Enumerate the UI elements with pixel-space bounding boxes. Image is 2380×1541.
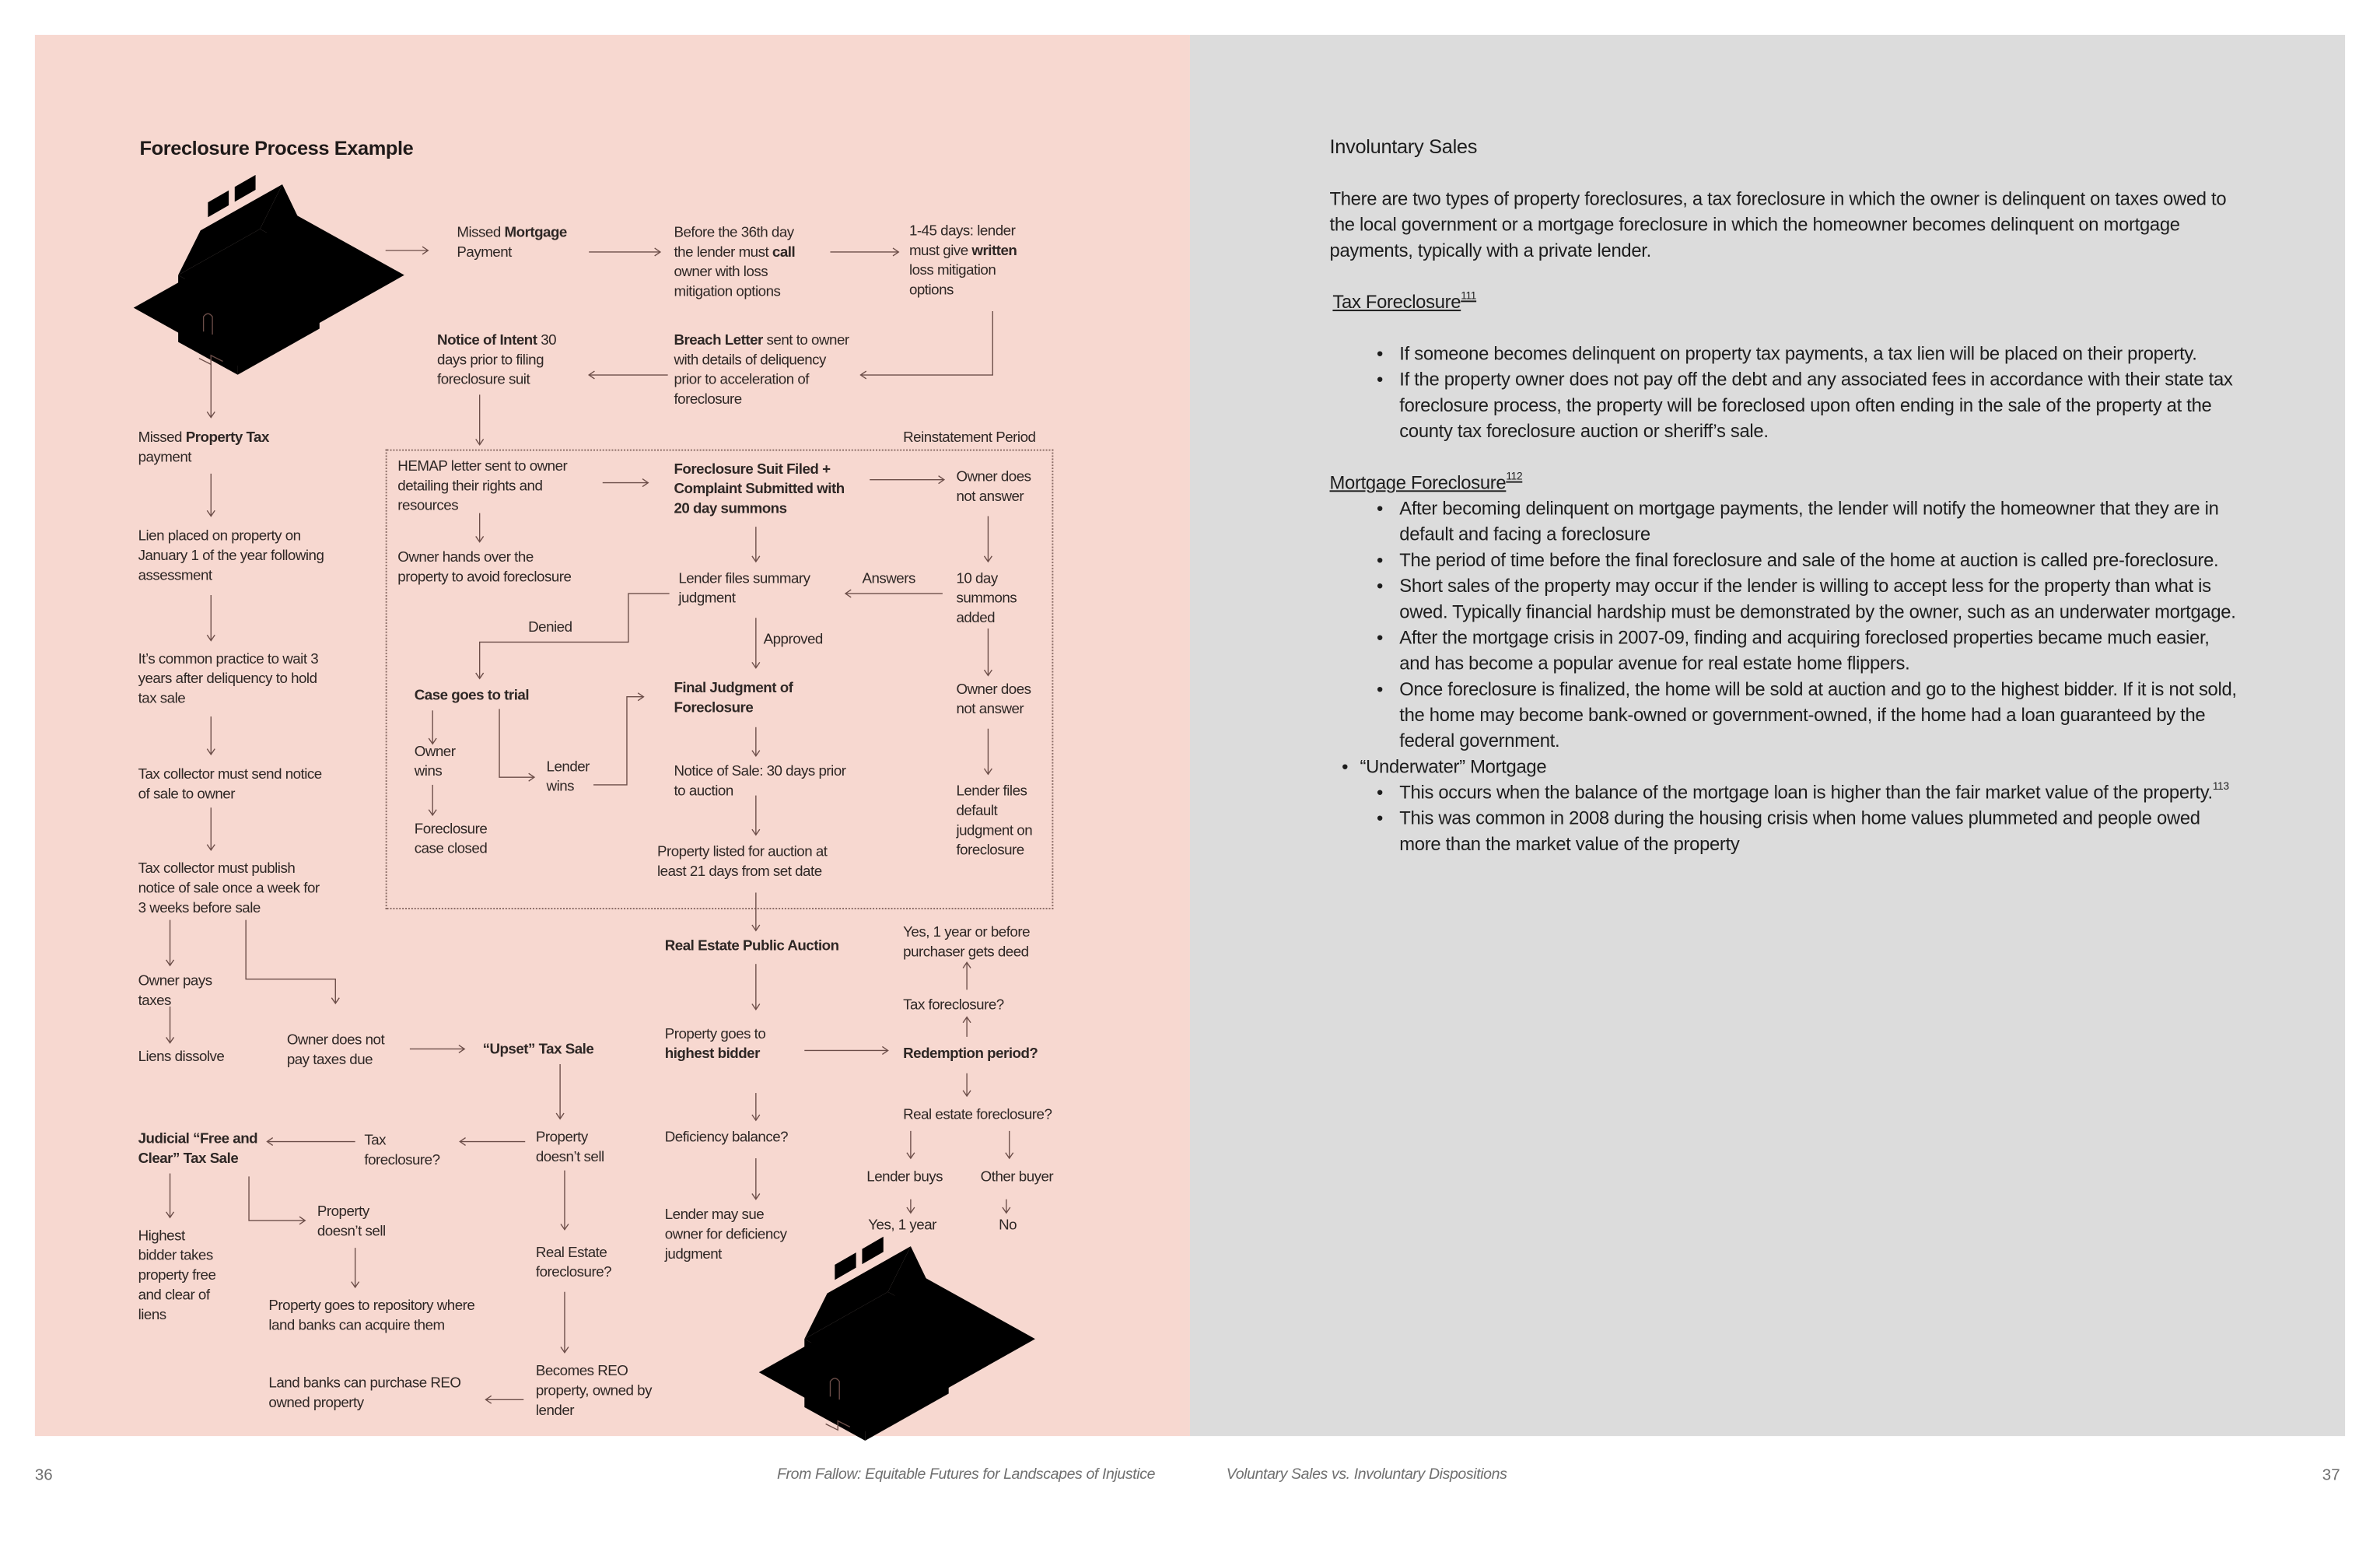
flow-node-text: 10 day summons added bbox=[956, 570, 1017, 627]
mortgage-foreclosure-heading-text: Mortgage Foreclosure bbox=[1329, 471, 1507, 494]
underwater-heading: • “Underwater” Mortgage bbox=[1330, 755, 2241, 780]
flow-node-bold-text: Breach Letter bbox=[674, 332, 763, 349]
flow-node bbox=[956, 680, 1031, 720]
flow-node-text: HEMAP letter sent to owner detailing their rights and resources bbox=[397, 458, 568, 515]
flow-arrow bbox=[267, 1138, 355, 1146]
flow-node-text: Missed bbox=[138, 429, 186, 447]
flow-node bbox=[397, 548, 571, 587]
flow-node-text: Tax foreclosure? bbox=[903, 997, 1004, 1014]
flow-arrow bbox=[499, 709, 534, 781]
flow-node bbox=[138, 1048, 225, 1067]
flow-node-bold-text: Case goes to trial bbox=[414, 688, 530, 705]
flow-node-bold-text: Foreclosure Suit Filed + Complaint Submitted with 20 day summons bbox=[674, 461, 845, 518]
flow-node bbox=[364, 1131, 439, 1171]
flow-node-text: Property listed for auction at least 21 days from set date bbox=[656, 844, 828, 881]
flow-node-text: Lender may sue owner for deficiency judgment bbox=[664, 1207, 787, 1263]
flow-node-bold-text: highest bidder bbox=[664, 1045, 760, 1063]
flow-arrow bbox=[963, 962, 971, 989]
flow-node-text: Owner pays taxes bbox=[138, 972, 212, 1010]
flow-arrow bbox=[476, 513, 484, 542]
flow-node bbox=[268, 1374, 460, 1413]
flow-arrow bbox=[207, 364, 215, 417]
house-illustration-bottom bbox=[759, 1237, 1035, 1441]
flow-node-text: Owner does not answer bbox=[956, 681, 1031, 719]
arrow-line bbox=[861, 311, 993, 375]
bullet-item: • This was common in 2008 during the housing crisis when home values plummeted and people owed more than the market value of the property bbox=[1330, 806, 2241, 857]
flow-node bbox=[868, 1216, 936, 1235]
flow-node bbox=[866, 1168, 943, 1187]
flow-node-text: Owner does not answer bbox=[956, 469, 1031, 506]
flow-arrow bbox=[804, 1046, 887, 1054]
flow-node bbox=[674, 762, 845, 802]
flow-node-text: It’s common practice to wait 3 years after deliquency to hold tax sale bbox=[138, 651, 319, 708]
flow-arrow bbox=[166, 1174, 174, 1218]
house-illustration-top bbox=[134, 175, 404, 375]
flow-arrow bbox=[752, 892, 760, 930]
flow-node bbox=[528, 618, 572, 637]
flow-arrow bbox=[963, 1017, 971, 1037]
flow-node bbox=[903, 996, 1004, 1015]
flow-node-text: Before the 36th day the lender must bbox=[674, 224, 794, 261]
flow-node bbox=[678, 569, 810, 609]
page-number-left: 36 bbox=[34, 1466, 53, 1485]
flow-node bbox=[674, 331, 849, 409]
flow-node-text: Lender wins bbox=[546, 758, 590, 796]
flow-arrow bbox=[589, 248, 660, 256]
tax-foreclosure-heading-text: Tax Foreclosure bbox=[1332, 291, 1461, 313]
flow-arrow bbox=[752, 727, 760, 756]
flow-arrow bbox=[603, 479, 649, 487]
flow-node-text: Real Estate foreclosure? bbox=[535, 1245, 612, 1282]
flow-node-text: Yes, 1 year bbox=[868, 1217, 936, 1235]
flow-node bbox=[138, 650, 319, 709]
bullet-item: • Once foreclosure is finalized, the home will be sold at auction and go to the highest bidder. If it is not sold, the home may become bank-owned or government-owned, if the home had a loan guaranteed by the federal government. bbox=[1330, 677, 2241, 755]
mortgage-foreclosure-heading bbox=[1330, 471, 2241, 496]
flow-node-text: loss mitigation options bbox=[908, 262, 996, 299]
flow-node-text: Tax collector must publish notice of sale once a week for 3 weeks before sale bbox=[138, 860, 320, 917]
flow-node bbox=[903, 1045, 1038, 1064]
flow-node bbox=[415, 686, 529, 706]
flow-node-text: Lender files summary judgment bbox=[678, 570, 810, 608]
flow-arrow bbox=[861, 311, 993, 379]
flow-node-bold-text: Final Judgment of Foreclosure bbox=[674, 680, 793, 717]
arrow-line bbox=[480, 594, 670, 678]
flow-arrow bbox=[907, 1200, 915, 1214]
tax-bullets bbox=[1330, 341, 2241, 445]
flow-node-text: payment bbox=[138, 449, 191, 467]
flow-node-text: Owner does not pay taxes due bbox=[286, 1032, 385, 1069]
flow-node bbox=[665, 1205, 787, 1264]
flow-node-text: Deficiency balance? bbox=[664, 1129, 789, 1147]
flow-arrow bbox=[752, 1093, 760, 1120]
flow-node-text: Other buyer bbox=[980, 1168, 1054, 1186]
flow-arrow bbox=[593, 693, 643, 785]
mortgage-bullets bbox=[1330, 496, 2241, 857]
flow-node-text: Denied bbox=[528, 619, 572, 636]
flow-node-bold-text: call bbox=[772, 244, 796, 261]
bullet-item: • After becoming delinquent on mortgage payments, the lender will notify the homeowner that they are in default and facing a foreclosure bbox=[1330, 496, 2241, 548]
bullet-item: • Short sales of the property may occur if the lender is willing to accept less for the property than what is owed. Typically financial hardship must be demonstrated by the owner, such as an underwater mortgage. bbox=[1330, 574, 2241, 625]
flow-node-text: Lender buys bbox=[866, 1168, 943, 1186]
flow-node-text: Foreclosure case closed bbox=[414, 821, 488, 858]
bullet-item: • If someone becomes delinquent on property tax payments, a tax lien will be placed on their property. bbox=[1330, 341, 2241, 367]
flow-arrow bbox=[476, 394, 484, 444]
flow-node-text: Property goes to repository where land banks can acquire them bbox=[268, 1298, 475, 1335]
flow-arrow bbox=[429, 710, 436, 744]
flow-node bbox=[536, 1128, 604, 1168]
flow-arrow bbox=[907, 1131, 915, 1158]
running-title-right: Voluntary Sales vs. Involuntary Dispositions bbox=[1226, 1466, 1507, 1483]
flow-node bbox=[657, 842, 827, 882]
flow-node-text: owner with loss mitigation options bbox=[674, 264, 781, 301]
flow-node bbox=[665, 1024, 766, 1064]
arrow-line bbox=[246, 920, 335, 1003]
flow-node bbox=[909, 222, 1017, 300]
flow-arrow bbox=[460, 1138, 525, 1146]
flow-arrow bbox=[752, 618, 760, 667]
flow-node-text: Real estate foreclosure? bbox=[903, 1106, 1052, 1124]
flow-arrow bbox=[207, 807, 215, 850]
flow-arrow bbox=[870, 476, 944, 484]
arrow-line bbox=[593, 697, 643, 785]
flow-arrow bbox=[984, 629, 992, 675]
flow-arrow bbox=[752, 964, 760, 1010]
flow-node-text: Becomes REO property, owned by lender bbox=[535, 1363, 652, 1420]
flow-node bbox=[665, 937, 839, 956]
flow-node-bold-text: Mortgage bbox=[504, 224, 567, 242]
flow-node-text: Notice of Sale: 30 days prior to auction bbox=[674, 763, 846, 800]
flow-node-text: Owner hands over the property to avoid foreclosure bbox=[397, 549, 572, 587]
flow-arrow bbox=[752, 1158, 760, 1200]
flow-node bbox=[138, 972, 212, 1011]
flow-node-bold-text: Notice of Intent bbox=[437, 332, 537, 349]
flow-node-bold-text: written bbox=[971, 243, 1017, 260]
flow-node-bold-text: Judicial “Free and Clear” Tax Sale bbox=[138, 1130, 258, 1168]
flow-arrow bbox=[352, 1248, 359, 1287]
flow-node bbox=[665, 1128, 788, 1147]
flow-node-text: Owner wins bbox=[414, 744, 456, 781]
flow-arrow bbox=[386, 247, 429, 254]
flow-node-text: Highest bidder takes property free and clear of liens bbox=[138, 1228, 216, 1324]
flow-arrow bbox=[589, 371, 667, 379]
bullet-item: • If the property owner does not pay off the debt and any associated fees in accordance with their state tax foreclosure process, the property will be foreclosed upon often ending in the sale of the property at the county tax foreclosure auction or sheriff’s sale. bbox=[1330, 367, 2241, 445]
flow-arrow bbox=[249, 1176, 305, 1224]
flow-node bbox=[674, 223, 795, 302]
flow-node-text: Payment bbox=[457, 244, 512, 261]
flow-node bbox=[457, 223, 566, 263]
flow-node bbox=[138, 860, 320, 919]
intro-paragraph: There are two types of property foreclosures, a tax foreclosure in which the owner is delinquent on taxes owed to the local government or a mortgage foreclosure in which the homeowner becomes delinquent on mortgage payments, typically with a private lender. bbox=[1329, 187, 2227, 261]
flow-node-bold-text: Property Tax bbox=[185, 429, 269, 447]
flow-node-text: Approved bbox=[763, 631, 823, 649]
flow-node bbox=[547, 758, 590, 797]
flow-arrow bbox=[207, 595, 215, 641]
flow-node bbox=[138, 527, 324, 586]
flow-arrow bbox=[1006, 1131, 1013, 1158]
flow-node-text: sent to owner with details of deliquency prior to acceleration of foreclosure bbox=[674, 332, 849, 408]
flow-node bbox=[903, 923, 1030, 963]
flow-node bbox=[674, 460, 844, 519]
bullet-text: This occurs when the balance of the mortgage loan is higher than the fair market value of the property. bbox=[1399, 782, 2213, 804]
flow-node bbox=[287, 1031, 384, 1070]
flow-node bbox=[956, 782, 1032, 860]
flow-node bbox=[268, 1297, 474, 1336]
flow-node bbox=[956, 569, 1017, 629]
flow-node-text: Yes, 1 year or before purchaser gets deed bbox=[903, 924, 1031, 961]
flow-node bbox=[397, 457, 567, 516]
flow-arrow bbox=[485, 1396, 523, 1403]
flow-arrow bbox=[207, 474, 215, 517]
tax-foreclosure-heading bbox=[1330, 290, 2241, 316]
bullet-item: • After the mortgage crisis in 2007-09, finding and acquiring foreclosed properties became much easier, and has become a popular avenue for real estate home flippers. bbox=[1330, 625, 2241, 677]
arrow-line bbox=[499, 709, 534, 777]
flow-node-text: 30 days prior to filing foreclosure suit bbox=[437, 332, 557, 389]
flow-arrow bbox=[845, 590, 943, 597]
flow-arrow bbox=[166, 920, 174, 966]
flow-node bbox=[138, 1129, 258, 1169]
flow-arrow bbox=[429, 785, 436, 815]
flow-node bbox=[415, 742, 456, 782]
flow-node-text: Tax collector must send notice of sale to owner bbox=[138, 766, 322, 804]
flow-node bbox=[862, 569, 915, 589]
flow-node bbox=[903, 1105, 1052, 1125]
section-title: Involuntary Sales bbox=[1329, 135, 1478, 158]
flow-node bbox=[981, 1168, 1054, 1187]
flow-node-bold-text: Real Estate Public Auction bbox=[664, 938, 839, 955]
flow-node-bold-text: Redemption period? bbox=[903, 1045, 1038, 1063]
flow-node bbox=[317, 1203, 386, 1242]
flow-node bbox=[536, 1361, 652, 1420]
flow-node-text: Missed bbox=[457, 224, 505, 242]
flow-arrow bbox=[830, 248, 898, 256]
flow-node-text: Property doesn’t sell bbox=[535, 1129, 604, 1166]
footnote-ref[interactable]: 112 bbox=[1506, 471, 1523, 483]
footnote-ref[interactable]: 113 bbox=[2212, 782, 2229, 793]
flow-node-text: Tax foreclosure? bbox=[364, 1132, 440, 1169]
flow-node bbox=[415, 820, 488, 860]
flow-node-bold-text: “Upset” Tax Sale bbox=[482, 1041, 594, 1059]
flow-node-text: Answers bbox=[862, 570, 915, 588]
flow-arrow bbox=[1003, 1200, 1010, 1214]
flow-node-text: Reinstatement Period bbox=[903, 429, 1036, 447]
flow-arrow bbox=[984, 729, 992, 775]
flow-arrow bbox=[207, 716, 215, 755]
flow-node bbox=[903, 428, 1035, 447]
flow-node bbox=[437, 331, 556, 390]
flow-node-text: Liens dissolve bbox=[138, 1049, 225, 1066]
flow-arrow bbox=[963, 1073, 971, 1096]
flow-node bbox=[956, 468, 1031, 507]
flow-arrow bbox=[246, 920, 339, 1003]
flow-arrow bbox=[752, 527, 760, 562]
flow-node bbox=[138, 1227, 216, 1326]
flow-node bbox=[999, 1216, 1017, 1235]
flow-node bbox=[536, 1243, 611, 1283]
flow-node bbox=[138, 428, 269, 468]
flow-arrow bbox=[561, 1292, 569, 1353]
flow-arrow bbox=[476, 594, 670, 678]
flow-node-text: Lien placed on property on January 1 of the year following assessment bbox=[138, 528, 324, 585]
flow-node bbox=[674, 678, 793, 718]
flow-node-text: Property doesn’t sell bbox=[317, 1203, 386, 1241]
flow-arrow bbox=[984, 517, 992, 562]
footnote-ref[interactable]: 111 bbox=[1461, 291, 1477, 303]
running-title-left: From Fallow: Equitable Futures for Landscapes of Injustice bbox=[776, 1466, 1156, 1483]
flow-arrow bbox=[556, 1064, 564, 1119]
flow-arrow bbox=[166, 1007, 174, 1043]
article-text bbox=[1330, 134, 2241, 858]
flow-node-text: Lender files default judgment on foreclosure bbox=[956, 783, 1033, 860]
arrow-line bbox=[249, 1176, 305, 1221]
flow-arrow bbox=[561, 1171, 569, 1230]
page-number-right: 37 bbox=[2322, 1466, 2340, 1485]
flow-node-text: 1-45 days: lender must give bbox=[908, 222, 1016, 260]
flow-node-text: No bbox=[999, 1217, 1017, 1235]
flow-arrow bbox=[410, 1045, 464, 1053]
diagram-title: Foreclosure Process Example bbox=[139, 136, 414, 159]
bullet-item bbox=[1330, 780, 2241, 806]
bullet-item: • The period of time before the final foreclosure and sale of the home at auction is called pre-foreclosure. bbox=[1330, 548, 2241, 573]
flow-node-text: Land banks can purchase REO owned property bbox=[268, 1375, 461, 1412]
flow-node bbox=[483, 1040, 594, 1059]
flow-node-text: Property goes to bbox=[664, 1026, 766, 1043]
flow-node bbox=[764, 630, 823, 650]
flow-node bbox=[138, 765, 322, 805]
